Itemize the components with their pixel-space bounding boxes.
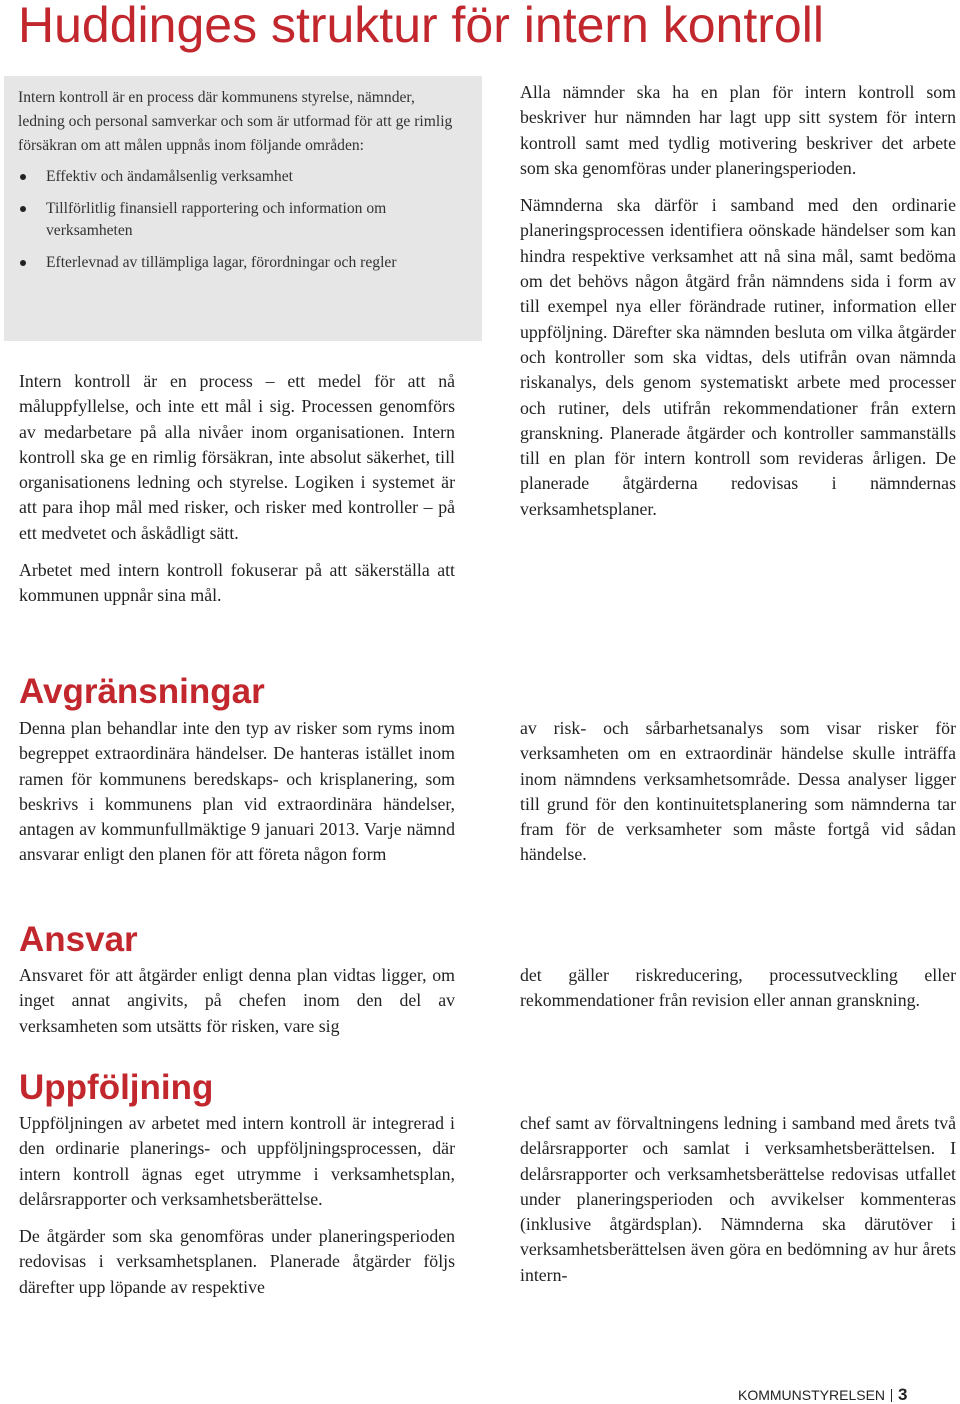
uppfoljning-right: chef samt av förvaltningens ledning i samband med årets två delårsrapporter och samlat i verksamhetsberättelsen. I delårsrapporter och verksamhetsberättelse redovisas utfallet under planeringsperioden och avvikelser kommenteras (inklusive åtgärdsplan). Nämnderna ska därutöver i verksamhetsberättelsen även göra en bedömning av hur årets intern-: [520, 1113, 956, 1285]
ansvar-left: Ansvaret för att åtgärder enligt denna plan vidtas ligger, om inget annat angivits, på chefen inom den del av verksamheten som utsätts för risken, vare sig: [19, 965, 455, 1036]
structure-paragraph: Arbetet med intern kontroll fokuserar på att säkerställa att kommunen uppnår sina mål.: [19, 560, 455, 606]
structure-paragraph: Intern kontroll är en process – ett medel för att nå måluppfyllelse, och inte ett mål i sig. Processen genomförs av medarbetare på alla nivåer inom organisationen. Intern kontroll ska ge en rimlig försäkran, inte absolut säkerhet, till organisationens ledning och styrelse. Logiken i systemet är att para ihop mål med risker, och risker med kontroller – på ett medvetet och åskådligt sätt.: [19, 371, 455, 543]
avgransningar-left: Denna plan behandlar inte den typ av risker som ryms inom begreppet extraordinära händelser. De hanteras istället inom ramen för kommunens beredskaps- och krisplanering, som beskrivs i kommunens plan vid extraordinära händelser, antagen av kommunfullmäktige 9 januari 2013. Varje nämnd ansvarar enligt den planen för att företa någon form: [19, 718, 455, 865]
structure-left-column: [19, 369, 455, 609]
uppfoljning-left: [19, 1111, 455, 1300]
bullet-icon: [20, 174, 26, 180]
intro-bullet-list: [18, 166, 454, 274]
bullet-item: Effektiv och ändamålsenlig verksamhet: [18, 166, 454, 188]
ansvar-right: det gäller riskreducering, processutveckling eller rekommendationer från revision eller annan granskning.: [520, 965, 956, 1011]
bullet-item: Efterlevnad av tillämpliga lagar, förordningar och regler: [18, 252, 454, 274]
page-footer: [738, 1386, 908, 1404]
structure-paragraph: Nämnderna ska därför i samband med den ordinarie planeringsprocessen identifiera oönskade händelser som kan hindra respektive verksamhet att nå sina mål, samt bedöma om det behövs någon åtgärd från nämndens sida i form av till exempel nya eller förändrade rutiner, information eller uppföljning. Därefter ska nämnden besluta om vilka åtgärder och kontroller som ska vidtas, dels utifrån ovan nämnda riskanalys, dels genom systematiskt arbete med processer och rutiner, dels utifrån rekommendationer från extern granskning. Planerade åtgärder och kontroller sammanställs till en plan för intern kontroll som revideras årligen. De planerade åtgärderna redovisas i nämndernas verksamhetsplaner.: [520, 195, 956, 519]
avgransningar-right: av risk- och sårbarhetsanalys som visar risker för verksamheten om en extraordinär händelse skulle inträffa inom nämndens verksamhetsområde. Dessa analyser ligger till grund för den kontinuitetsplanering som nämnderna tar fram för de verksamheter som måste fortgå vid sådan händelse.: [520, 718, 956, 865]
structure-paragraph: Alla nämnder ska ha en plan för intern kontroll som beskriver hur nämnden har lagt upp sitt system för intern kontroll samt med tydlig motivering beskriver det arbete som ska genomföras under planeringsperioden.: [520, 82, 956, 178]
intro-box-content: [18, 86, 454, 284]
page-title: Huddinges struktur för intern kontroll: [18, 0, 824, 53]
uppfoljning-paragraph: De åtgärder som ska genomföras under planeringsperioden redovisas i verksamhetsplanen. Planerade åtgärder följs därefter upp löpande av respektive: [19, 1226, 455, 1297]
heading-avgransningar: Avgränsningar: [19, 672, 265, 711]
intro-text: Intern kontroll är en process där kommunens styrelse, nämnder, ledning och personal samverkar och som är utformad för att ge rimlig försäkran om att målen uppnås inom följande områden:: [18, 89, 453, 154]
heading-ansvar: Ansvar: [19, 920, 138, 959]
footer-label: KOMMUNSTYRELSEN: [738, 1387, 886, 1403]
bullet-icon: [20, 260, 26, 266]
uppfoljning-paragraph: Uppföljningen av arbetet med intern kontroll är integrerad i den ordinarie planerings- och uppföljningsprocessen, där intern kontroll ägnas eget utrymme i verksamhetsplan, delårsrapporter och verksamhetsberättelse.: [19, 1113, 455, 1209]
footer-divider: [891, 1389, 892, 1402]
structure-right-column: [520, 80, 956, 522]
page-number: 3: [898, 1385, 908, 1404]
bullet-icon: [20, 206, 26, 212]
heading-uppfoljning: Uppföljning: [19, 1068, 214, 1107]
bullet-item: Tillförlitlig finansiell rapportering och information om verksamheten: [18, 198, 454, 242]
